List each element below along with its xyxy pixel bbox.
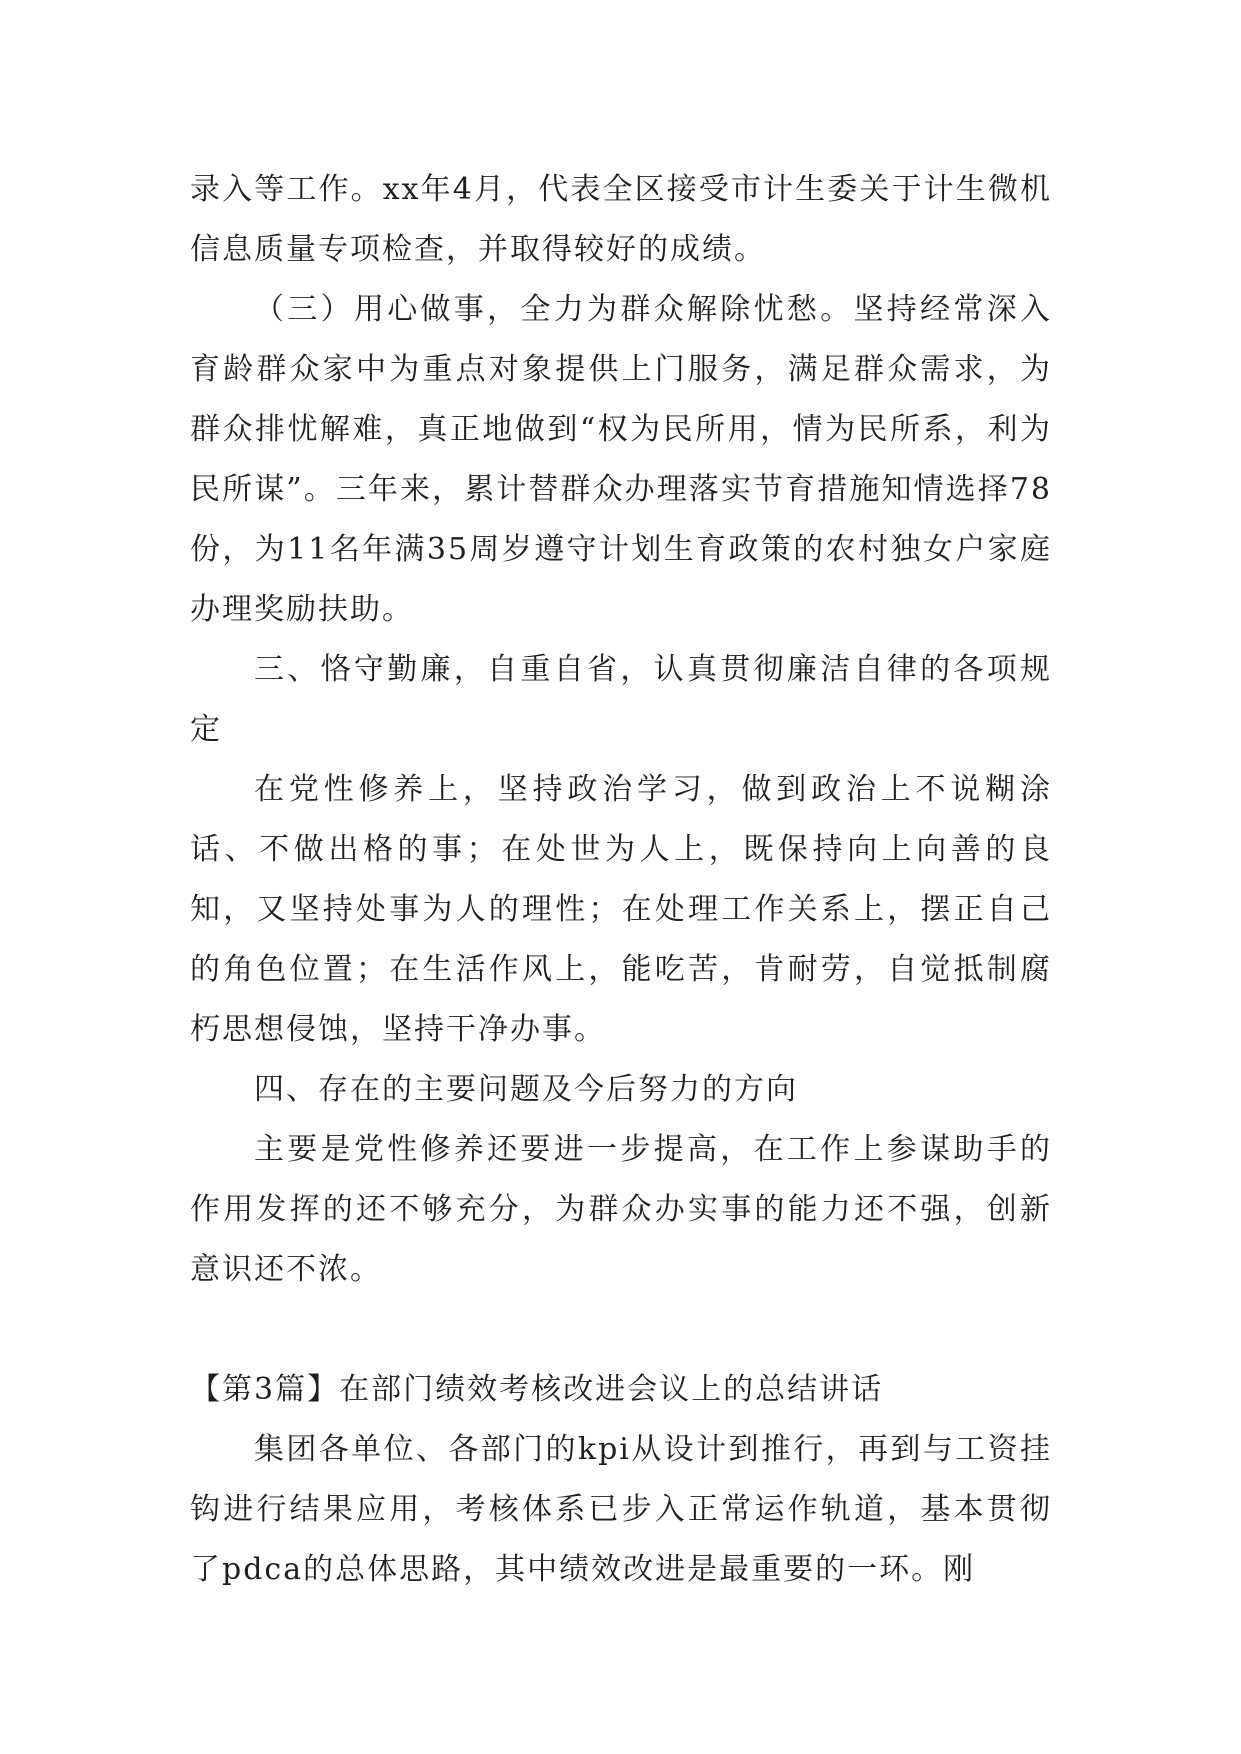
- paragraph-article-3-body: 集团各单位、各部门的kpi从设计到推行，再到与工资挂钩进行结果应用，考核体系已步入正常运作轨道，基本贯彻了pdca的总体思路，其中绩效改进是最重要的一环。刚: [190, 1432, 1052, 1587]
- section-heading-3: 三、恪守勤廉，自重自省，认真贯彻廉洁自律的各项规定: [190, 652, 1052, 747]
- article-3-title: 【第3篇】在部门绩效考核改进会议上的总结讲话: [190, 1372, 884, 1407]
- paragraph-section-2-3: （三）用心做事，全力为群众解除忧愁。坚持经常深入育龄群众家中为重点对象提供上门服务，满足群众需求，为群众排忧解难，真正地做到“权为民所用，情为民所系，利为民所谋”。三年来，累计替群众办理落实节育措施知情选择78份，为11名年满35周岁遵守计划生育政策的农村独女户家庭办理奖励扶助。: [190, 292, 1052, 627]
- paragraph-continuation: 录入等工作。xx年4月，代表全区接受市计生委关于计生微机信息质量专项检查，并取得较好的成绩。: [190, 172, 1052, 267]
- paragraph-section-3-body: 在党性修养上，坚持政治学习，做到政治上不说糊涂话、不做出格的事；在处世为人上，既保持向上向善的良知，又坚持处事为人的理性；在处理工作关系上，摆正自己的角色位置；在生活作风上，能吃苦，肯耐劳，自觉抵制腐朽思想侵蚀，坚持干净办事。: [190, 772, 1052, 1047]
- section-heading-4: 四、存在的主要问题及今后努力的方向: [254, 1072, 798, 1107]
- document-body: [190, 160, 1052, 1600]
- paragraph-section-4-body: 主要是党性修养还要进一步提高，在工作上参谋助手的作用发挥的还不够充分，为群众办实事的能力还不强，创新意识还不浓。: [190, 1132, 1052, 1287]
